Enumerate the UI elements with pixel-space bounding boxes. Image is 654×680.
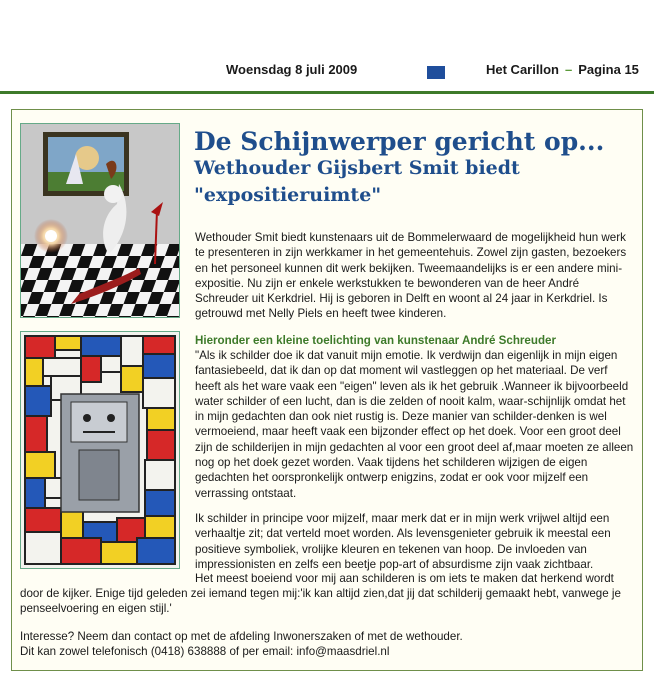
page-number: Pagina 15 [578,62,639,77]
header-rule [0,91,654,94]
header-separator: – [564,62,573,77]
contact-line-2: Dit kan zowel telefonisch (0418) 638888 of per email: info@maasdriel.nl [20,645,390,659]
quote-paragraph-3-rest: door de kijker. Enige tijd geleden zei iemand tegen mij:'ik kan altijd zien,dat jij dat schilderij gemaakt hebt, vanwege je penseelvoering en eigen stijl.' [20,587,621,616]
paper-name: Het Carillon [486,62,559,77]
title-line-2: Wethouder Gijsbert Smit biedt [194,157,520,179]
quote-paragraph-3-lead: Het meest boeiend voor mij aan schilderen is om iets te maken dat herkend wordt [195,572,614,585]
intro-paragraph: Wethouder Smit biedt kunstenaars uit de Bommelerwaard de mogelijkheid hun werk te presenteren in zijn werkkamer in het gemeentehuis. Zowel zijn gasten, bezoekers en het personeel kunnen dit werk bekijken. Tweemaandelijks is er een andere mini-expositie. Nu zijn er enkele werkstukken te bewonderen van de heer André Schreuder uit Kerkdriel. Hij is geboren in Delft en woont al 24 jaar in Kerkdriel. Is getrouwd met Nelly Piels en heeft twee kinderen. [195,231,627,321]
contact-paragraph [20,629,635,660]
contact-line-1: Interesse? Neem dan contact op met de afdeling Inwonerszaken of met de wethouder. [20,630,463,643]
subheading: Hieronder een kleine toelichting van kunstenaar André Schreuder [195,334,557,347]
quote-paragraph-1: "Als ik schilder doe ik dat vanuit mijn emotie. Ik verdwijn dan eigenlijk in mijn eigen fantasiebeeld, dat ik dan op dat moment wil vastleggen op het materiaal. De verf heeft als het ware vaak een "eigen" leven als ik het gebruik .Wanneer ik bijvoorbeeld water schilder of een lucht, dan is die zelden of nooit kalm, waar-schijnlijk omdat het in mijn gedachten dan ook niet rustig is. Deze manier van schilder-denken is wel vermoeiend, maar heeft vaak een bijzonder effect op het doek. Voor een groot deel zijn de schilderijen in mijn gedachten al voor een groot deel af,maar moeten ze alleen nog op het doek gezet worden. Vaak tijdens het schilderen wijzigen de eigen gedachten het oorspronkelijk ontwerp enigzins, zodat er ook voor mijzelf een verrassing ontstaat. [195,349,634,500]
article-title [194,128,634,209]
title-line-3: "expositieruimte" [194,184,382,206]
paper-info [486,62,639,82]
quote-paragraph-2: Ik schilder in principe voor mijzelf, maar merk dat er in mijn werk vrijwel altijd een verhaaltje zit; dat verteld moet worden. Als levensgenieter gebruik ik meestal een positieve symboliek, vrolijke kleuren en tekenen van hoop. De invloeden van impressionisten en zelfs een beetje pop-art of absurdisme zijn vaak zichtbaar. [195,512,611,571]
mondrian-painting-image [20,331,180,569]
quote-paragraph-3 [20,572,635,617]
title-line-1: De Schijnwerper gericht op... [194,127,605,156]
issue-date: Woensdag 8 juli 2009 [226,62,358,77]
surreal-painting-image [20,123,180,318]
header-square-icon [427,66,445,79]
